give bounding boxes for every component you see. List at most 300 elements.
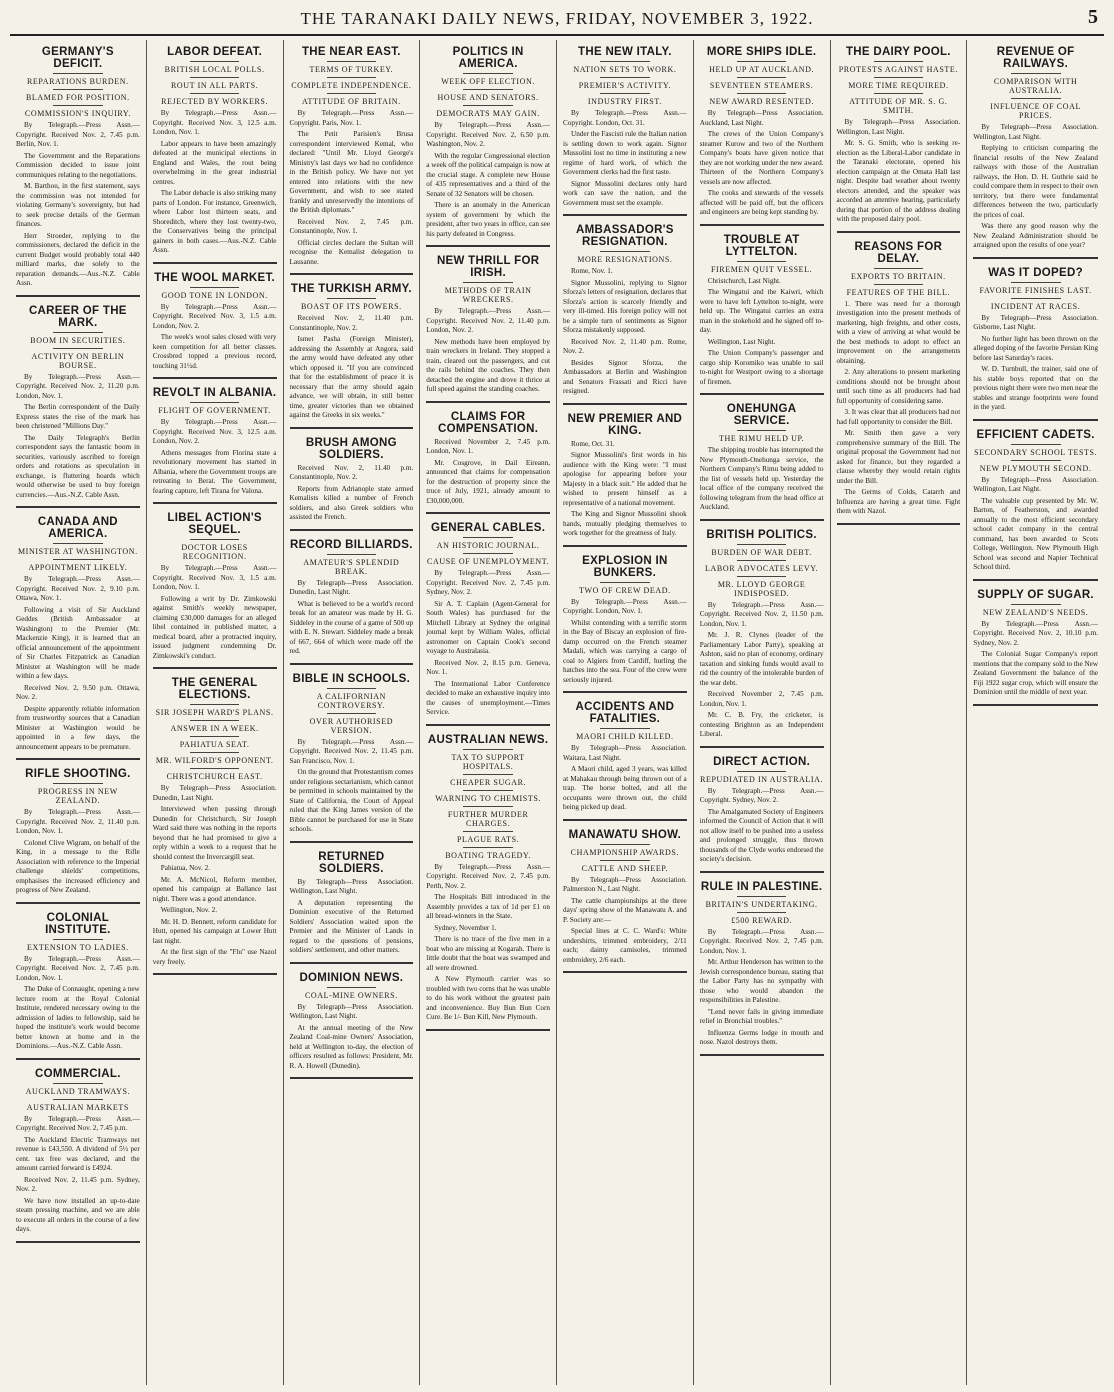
- divider: [463, 553, 513, 554]
- article-subheading: FIREMEN QUIT VESSEL.: [710, 264, 813, 274]
- article-subheading: ATTITUDE OF MR. S. G. SMITH.: [849, 97, 948, 115]
- article-paragraph: Colonel Clive Wigram, on behalf of the King, in a message to the Rifle Association with reference to the Imperial challenge shields' competitions, emphasises the increased efficiency and progress of New Zealand.: [16, 838, 140, 894]
- article-paragraph: The Germs of Colds, Catarrh and Influenza are having a great time. Fight them with Nazol.: [836, 488, 961, 515]
- article: [153, 512, 277, 669]
- article-body: [426, 569, 550, 718]
- article: [16, 516, 140, 760]
- article-subheading: FLIGHT OF GOVERNMENT.: [158, 406, 271, 415]
- divider: [737, 430, 787, 431]
- divider: [1011, 444, 1061, 445]
- divider: [1011, 73, 1061, 74]
- divider: [1011, 282, 1061, 283]
- article-subheading: HELD UP AT AUCKLAND.: [709, 65, 815, 74]
- divider: [53, 783, 103, 784]
- article: [153, 387, 277, 504]
- article: [16, 768, 140, 904]
- article-paragraph: Received Nov. 2, 11.40 p.m. Constantinople, Nov. 2.: [289, 314, 414, 332]
- masthead: [10, 4, 1104, 36]
- article: [16, 1068, 140, 1243]
- article-subheading: SECONDARY SCHOOL TESTS.: [974, 447, 1098, 457]
- article-paragraph: By Telegraph—Press Association. Dunedin, Last Night.: [152, 784, 277, 802]
- article-subheading: CHRISTCHURCH EAST.: [166, 772, 263, 781]
- article-body: [290, 109, 414, 267]
- article-paragraph: By Telegraph.—Press Assn.—Copyright. Received Nov. 3, 1.5 a.m. London, Nov. 2.: [152, 302, 277, 330]
- article-paragraph: Rome, Nov. 1.: [571, 267, 613, 275]
- divider: [190, 539, 240, 540]
- article-subheading: BRITISH LOCAL POLLS.: [164, 65, 265, 74]
- article-subheading: ACTIVITY ON BERLIN BOURSE.: [31, 351, 125, 370]
- article-separator: [16, 1241, 140, 1243]
- divider: [327, 688, 377, 689]
- article-paragraph: By Telegraph—Press Association. Gisborne, Last Night.: [973, 313, 1098, 331]
- article-separator: [290, 529, 414, 531]
- article-headline: REVOLT IN ALBANIA.: [152, 387, 277, 399]
- divider: [53, 559, 103, 560]
- article-paragraph: Pahiatua, Nov. 2.: [160, 864, 210, 872]
- article-subheading: REPARATIONS BURDEN.: [26, 77, 129, 86]
- article-separator: [700, 519, 824, 521]
- article-subheading: TWO OF CREW DEAD.: [578, 585, 671, 595]
- article-paragraph: Received November 2, 7.45 p.m. London, Nov. 1.: [426, 437, 550, 455]
- article-separator: [16, 758, 140, 760]
- article-body: [153, 418, 277, 496]
- divider: [190, 704, 240, 705]
- divider: [600, 582, 650, 583]
- article-paragraph: By Telegraph—Press Association. Wellington, Last Night.: [836, 118, 961, 136]
- article-headline: ACCIDENTS AND FATALITIES.: [575, 701, 675, 725]
- article-paragraph: By Telegraph—Press Association. Wellington, Last Night.: [973, 123, 1098, 141]
- article-subheading: COAL-MINE OWNERS.: [304, 990, 398, 1000]
- article-paragraph: The Daily Telegraph's Berlin correspondent says the fantastic boom in securities, variously ascribed to foreign orders and rotations as speculation in exchange, is fluttering hoards which would otherwise be used to buy foreign currencies.—Aus.-N.Z. Cable Assn.: [16, 433, 140, 499]
- divider: [600, 61, 650, 62]
- article-paragraph: By Telegraph.—Press Assn.—Copyright. Received Nov. 2, 7.45 p.m.: [16, 1114, 140, 1132]
- article-headline: THE NEAR EAST.: [301, 46, 401, 58]
- column-1: [10, 40, 147, 1385]
- divider: [53, 73, 103, 74]
- article-paragraph: Besides Signor Sforza, the Ambassadors at Berlin and Washington and Senators Frassati and Ricci have resigned.: [563, 358, 687, 395]
- article-subheading: EXTENSION TO LADIES.: [27, 942, 129, 952]
- article-paragraph: The Berlin correspondent of the Daily Express states the rise of the mark has been christened "Millions Day.": [16, 403, 140, 430]
- article: [563, 46, 687, 216]
- article-paragraph: The Petit Parisien's Brusa correspondent interviewed Kemal, who declared: "Until Mr. Lloyd George's Ministry's last days we had no confidence in the British policy. We have not yet entered into relations with the new Government, and wish to see stated frankly and unreservedly the intentions of the British diplomats.": [289, 130, 414, 214]
- article-separator: [153, 262, 277, 264]
- divider: [737, 576, 787, 577]
- article-paragraph: Reports from Adrianople state armed Kemalists killed a number of French soldiers, and also Greek soldiers who assisted the French.: [289, 484, 414, 521]
- article: [290, 851, 414, 964]
- article-subheading: MORE RESIGNATIONS.: [577, 255, 673, 264]
- article-separator: [973, 579, 1098, 581]
- article-separator: [426, 1029, 550, 1031]
- article-headline: POLITICS IN AMERICA.: [452, 46, 524, 70]
- article-body: [16, 955, 140, 1052]
- article-paragraph: Athens messages from Florina state a revolutionary movement has started in Albania, where the Government troops are retreating to Berat. The Government, fearing capture, left Tirana for Valona.: [152, 448, 277, 495]
- article-separator: [426, 401, 550, 403]
- article-headline: THE TURKISH ARMY.: [290, 283, 412, 295]
- article-paragraph: A New Plymouth carrier was so troubled with two corns that he was unable to do his work without the greatest pain and inconvenience. Buy Bun Bun Corn Cure. Be 1/- Bun Kill, New Plymouth.: [426, 975, 550, 1021]
- article-paragraph: Signor Mussolini's first words in his audience with the King were: "I must apologise for appearing before your Majesty in a black suit." He added that he wished to present himself as a representative of a national movement.: [563, 451, 687, 507]
- article: [16, 305, 140, 509]
- divider: [190, 736, 240, 737]
- article-paragraph: The cattle championships at the three days' spring show of the Manawatu A. and P. Society are:—: [563, 896, 687, 924]
- divider: [190, 720, 240, 721]
- article-paragraph: W. D. Turnbull, the trainer, said one of his stable boys reported that on the previous night there were two men near the stables and strange footprints were found in the yard.: [973, 365, 1098, 411]
- article-body: [700, 277, 824, 388]
- article-body: [700, 928, 824, 1048]
- article-body: [426, 307, 550, 395]
- article-paragraph: By Telegraph.—Press Assn.—Copyright. Received Nov. 3, 12.5 a.m. London, Nov. 1.: [152, 109, 277, 136]
- divider: [737, 77, 787, 78]
- article-paragraph: By Telegraph.—Press Assn.—Copyright. Received Nov. 2, 7.45 p.m. Perth, Nov. 2.: [426, 862, 550, 890]
- article-paragraph: Received November 2, 7.45 p.m. London, Nov. 1.: [699, 690, 824, 708]
- article-separator: [290, 427, 414, 429]
- article-separator: [290, 962, 414, 964]
- article-headline: DIRECT ACTION.: [713, 755, 811, 768]
- article-subheading: ATTITUDE OF BRITAIN.: [302, 97, 401, 106]
- article-headline: THE GENERAL ELECTIONS.: [171, 677, 258, 701]
- article-separator: [426, 512, 550, 514]
- divider: [600, 93, 650, 94]
- article-headline: RIFLE SHOOTING.: [25, 768, 131, 780]
- article-subheading: BOATING TRAGEDY.: [445, 850, 531, 860]
- article-paragraph: On the ground that Protestantism comes under religious sectarianism, which cannot be permitted in schools maintained by the State of California, the Court of Appeal ruled that the King James version of the Bible cannot be purchased for use in State schools.: [289, 768, 414, 833]
- article-body: [16, 121, 140, 289]
- article-subheading: HOUSE AND SENATORS.: [437, 93, 539, 102]
- article-body: [563, 267, 687, 397]
- article-body: [563, 744, 687, 813]
- article-body: [973, 620, 1098, 698]
- article-paragraph: By Telegraph—Press Association. Wellington, Last Night.: [289, 1002, 414, 1020]
- article-paragraph: By Telegraph.—Press Assn.—Copyright. Received Nov. 2, 7.45 p.m. London, Nov. 1.: [699, 927, 824, 955]
- article-headline: CANADA AND AMERICA.: [37, 516, 118, 540]
- divider: [737, 544, 787, 545]
- article-body: [700, 446, 824, 513]
- article-separator: [563, 819, 687, 821]
- divider: [190, 287, 240, 288]
- divider: [53, 1099, 103, 1100]
- article: [563, 224, 687, 405]
- article-headline: AMBASSADOR'S RESIGNATION.: [576, 224, 674, 248]
- article: [290, 539, 414, 665]
- article-paragraph: Mr. A. McNicol, Reform member, opened his campaign at Ballance last night. There was a good attendance.: [152, 875, 277, 903]
- article-subheading: SEVENTEEN STEAMERS.: [709, 81, 814, 90]
- article-subheading: £500 REWARD.: [731, 915, 793, 925]
- article-body: [973, 476, 1098, 573]
- article-subheading: CHAMPIONSHIP AWARDS.: [570, 847, 680, 857]
- article-headline: REVENUE OF RAILWAYS.: [996, 46, 1075, 70]
- article: [290, 673, 414, 843]
- article-headline: GENERAL CABLES.: [431, 522, 546, 534]
- article: [973, 589, 1098, 706]
- article-paragraph: The Auckland Electric Tramways net revenue is £43,550. A dividend of 5½ per cent. tax free was declared, and the amount carried forward is £4924.: [16, 1135, 140, 1172]
- article-separator: [290, 273, 414, 275]
- article-separator: [290, 663, 414, 665]
- article-subheading: BLAMED FOR POSITION.: [25, 93, 130, 102]
- article-headline: BRITISH POLITICS.: [706, 528, 817, 541]
- divider: [1011, 98, 1061, 99]
- article-separator: [973, 704, 1098, 706]
- article-paragraph: The Wingatui and the Kaiwri, which were to have left Lyttelton to-night, were held up. The Wingatui carries an extra man in the stokehold and he signed off to-day.: [699, 288, 824, 334]
- article-paragraph: By Telegraph.—Press Assn.—Copyright. Received Nov. 2, 7.45 p.m. London, Nov. 1.: [16, 954, 140, 982]
- article-headline: NEW PREMIER AND KING.: [567, 412, 683, 437]
- article-subheading: REJECTED BY WORKERS.: [161, 97, 269, 106]
- article-subheading: PREMIER'S ACTIVITY.: [578, 81, 671, 90]
- article-paragraph: Received Nov. 2, 11.40 p.m. Rome, Nov. 2.: [563, 337, 687, 355]
- article-subheading: AUCKLAND TRAMWAYS.: [25, 1086, 131, 1096]
- article: [563, 413, 687, 547]
- article-paragraph: By Telegraph.—Press Assn.—Copyright. Received Nov. 2, 10.10 p.m. Sydney, Nov. 2.: [973, 619, 1098, 647]
- article-headline: COLONIAL INSTITUTE.: [45, 911, 111, 936]
- article-headline: BRUSH AMONG SOLDIERS.: [305, 436, 397, 461]
- divider: [327, 987, 377, 988]
- divider: [737, 912, 787, 913]
- article-headline: EFFICIENT CADETS.: [976, 428, 1095, 441]
- article-paragraph: By Telegraph—Press Association. Waitara, Last Night.: [563, 744, 687, 762]
- article-paragraph: Official circles declare the Sultan will recognise the Kemalist delegation to Lausanne.: [289, 238, 414, 266]
- article: [426, 255, 550, 403]
- divider: [600, 860, 650, 861]
- article: [16, 46, 140, 297]
- article-paragraph: A Maori child, aged 3 years, was killed at Mahakau through being thrown out of a trap. The horse bolted, and all the occupants were thrown out, the child being picked up dead.: [563, 765, 687, 811]
- article-separator: [700, 224, 824, 226]
- article-paragraph: By Telegraph—Press Association. Auckland, Last Night.: [699, 109, 824, 127]
- article-subheading: BRITAIN'S UNDERTAKING.: [705, 899, 818, 909]
- article-headline: NEW THRILL FOR IRISH.: [436, 255, 540, 279]
- article-subheading: TERMS OF TURKEY.: [309, 65, 394, 74]
- article-subheading: ANSWER IN A WEEK.: [170, 724, 259, 733]
- article-body: [290, 464, 414, 523]
- article: [563, 555, 687, 694]
- divider: [463, 847, 513, 848]
- article-separator: [700, 393, 824, 395]
- article-paragraph: Received Nov. 2, 7.45 p.m. Constantinople, Nov. 1.: [289, 217, 414, 235]
- article-paragraph: We have now installed an up-to-date steam pressing machine, and we are able to execute all orders in the course of a few days.: [16, 1196, 140, 1233]
- article-separator: [563, 691, 687, 693]
- article-body: [973, 314, 1098, 413]
- article-headline: MANAWATU SHOW.: [568, 828, 682, 841]
- divider: [737, 261, 787, 262]
- divider: [327, 554, 377, 555]
- divider: [737, 61, 787, 62]
- article-headline: LABOR DEFEAT.: [167, 46, 263, 58]
- article-subheading: NEW ZEALAND'S NEEDS.: [982, 607, 1089, 617]
- divider: [600, 844, 650, 845]
- article-separator: [700, 746, 824, 748]
- article-paragraph: Wellington, Nov. 2.: [160, 906, 217, 914]
- article-paragraph: Was there any good reason why the New Zealand Administration should be arraigned upon the results of one year?: [973, 222, 1098, 249]
- article-body: [563, 440, 687, 539]
- article-subheading: CAUSE OF UNEMPLOYMENT.: [427, 557, 550, 566]
- article-paragraph: Interviewed when passing through Dunedin for Christchurch, Sir Joseph Ward said there was nothing in the reports beyond that he had promised to give a reply within a week to a request that he should contest the Invercargill seat.: [152, 805, 277, 861]
- article-paragraph: M. Barthou, in the first statement, says the commission was not intended for violating Germany's sovereignty, but had to seek precise details of the German finances.: [16, 182, 140, 228]
- article-subheading: BOOM IN SECURITIES.: [30, 335, 126, 345]
- article-separator: [290, 1077, 414, 1079]
- article-paragraph: The Colonial Sugar Company's report mentions that the company sold to the New Zealand Government the balance of the Fiji 1922 sugar crop, which will ensure the Dominion until the middle of next year.: [973, 650, 1099, 696]
- article-subheading: BOAST OF ITS POWERS.: [300, 302, 402, 311]
- article-headline: WAS IT DOPED?: [988, 266, 1083, 279]
- article-paragraph: By Telegraph.—Press Assn.—Copyright. London, Nov. 1.: [563, 597, 687, 615]
- article-subheading: LABOR ADVOCATES LEVY.: [705, 563, 819, 573]
- article: [700, 403, 824, 521]
- article-paragraph: By Telegraph.—Press Assn.—Copyright. Received Nov. 2, 11.50 p.m. London, Nov. 1.: [699, 600, 824, 628]
- article-body: [290, 878, 414, 956]
- article: [700, 46, 824, 226]
- article-separator: [700, 871, 824, 873]
- newspaper-columns: [10, 40, 1104, 1385]
- divider: [874, 61, 924, 62]
- article-subheading: AMATEUR'S SPLENDID BREAK.: [303, 557, 400, 576]
- column-8: [967, 40, 1104, 1385]
- divider: [53, 939, 103, 940]
- article-headline: TROUBLE AT LYTTELTON.: [723, 233, 800, 258]
- article-paragraph: Special lines at C. C. Ward's: White undershirts, trimmed embroidery, 2/11 each; dainty camisoles, trimmed embroidery, 2/6 each.: [563, 927, 687, 964]
- article: [563, 829, 687, 974]
- article-subheading: EXPORTS TO BRITAIN.: [851, 271, 946, 281]
- divider: [874, 268, 924, 269]
- article-paragraph: By Telegraph—Press Association. Wellington, Last Night.: [973, 475, 1098, 493]
- article-paragraph: Received Nov. 2, 11.45 p.m. Sydney, Nov. 2.: [16, 1175, 140, 1193]
- article-body: [290, 314, 414, 421]
- article: [837, 46, 961, 233]
- article-headline: RETURNED SOLDIERS.: [318, 850, 385, 875]
- article-headline: LIBEL ACTION'S SEQUEL.: [167, 512, 262, 536]
- article: [700, 881, 824, 1056]
- divider: [600, 251, 650, 252]
- article-subheading: NEW PLYMOUTH SECOND.: [979, 463, 1092, 473]
- article-paragraph: With the regular Congressional election a week off the political campaign is now at the crucial stage. A complete new House of 435 representatives and a third of the Senate of 32 Senators will be chosen.: [426, 151, 550, 198]
- article-separator: [563, 403, 687, 405]
- article-body: [16, 1115, 140, 1235]
- article-subheading: ROUT IN ALL PARTS.: [170, 81, 259, 90]
- divider: [737, 771, 787, 772]
- article-subheading: DOCTOR LOSES RECOGNITION.: [181, 543, 248, 561]
- article-paragraph: There is an anomaly in the American system of government by which the president, after two years in office, can see his party defeated in Congress.: [426, 201, 550, 238]
- article-headline: CLAIMS FOR COMPENSATION.: [438, 410, 539, 435]
- article-headline: AUSTRALIAN NEWS.: [427, 733, 549, 746]
- article-subheading: PAHIATUA SEAT.: [179, 740, 250, 749]
- article-paragraph: The Duke of Connaught, opening a new lecture room at the Royal Colonial Institute, rendered necessary owing to the admission of ladies to fellowship, said he hoped the institute's work would become better known at home and in the Dominions.—Aus.-N.Z. Cable Assn.: [16, 985, 140, 1050]
- column-6: [694, 40, 831, 1385]
- article-paragraph: The Hospitals Bill introduced in the Assembly provides a tax of 1d per £1 on all bread-winners in the State.: [426, 893, 550, 920]
- article-paragraph: The cooks and stewards of the vessels affected will be paid off, but the officers and engineers are being kept standing by.: [699, 189, 824, 216]
- divider: [463, 806, 513, 807]
- divider: [190, 768, 240, 769]
- article-subheading: INFLUENCE OF COAL PRICES.: [990, 102, 1081, 120]
- article-paragraph: By Telegraph.—Press Assn.—Copyright. Received Nov. 2, 9.10 p.m. Ottawa, Nov. 1.: [16, 575, 140, 602]
- article-body: [16, 575, 140, 752]
- article-subheading: APPOINTMENT LIKELY.: [28, 563, 128, 572]
- article-paragraph: By Telegraph.—Press Assn.—Copyright. Received Nov. 2, 7.45 p.m. Berlin, Nov. 1.: [16, 121, 140, 148]
- article-body: [563, 876, 687, 966]
- divider: [463, 73, 513, 74]
- article-paragraph: The King and Signor Mussolini shook hands, mutually pledging themselves to work together for the greatness of Italy.: [563, 510, 687, 537]
- column-7: [831, 40, 968, 1385]
- article-body: [700, 601, 824, 740]
- article-paragraph: By Telegraph.—Press Assn.—Copyright. Received Nov. 3, 12.5 a.m. London, Nov. 2.: [152, 418, 277, 445]
- article-paragraph: Mr. Arthur Henderson has written to the Jewish correspondence bureau, stating that the Labor Party has no sympathy with those who would abandon the responsibilities in Palestine.: [699, 958, 824, 1004]
- article-subheading: METHODS OF TRAIN WRECKERS.: [444, 286, 532, 304]
- divider: [190, 77, 240, 78]
- article-body: [700, 787, 824, 865]
- article: [290, 972, 414, 1080]
- article-paragraph: No further light has been thrown on the alleged doping of the favorite Persian King before last Saturday's races.: [973, 334, 1098, 362]
- article-paragraph: Signor Mussolini, replying to Signor Sforza's letters of resignation, declares that Sforza's action is scarcely friendly and very ill-timed. His foreign policy will not be a simple turn of sentiments as Signor Sforza mistakenly supposed.: [563, 278, 687, 334]
- article-paragraph: By Telegraph.—Press Assn.—Copyright. London, Oct. 31.: [563, 109, 687, 127]
- article-separator: [700, 1054, 824, 1056]
- article: [973, 429, 1098, 581]
- article-headline: THE NEW ITALY.: [578, 46, 672, 58]
- column-3: [284, 40, 421, 1385]
- article-paragraph: By Telegraph.—Press Assn.—Copyright. Received Nov. 2, 11.40 p.m. London, Nov. 2.: [426, 307, 550, 334]
- article-subheading: AUSTRALIAN MARKETS: [26, 1102, 129, 1112]
- article-body: [426, 863, 550, 1023]
- divider: [737, 896, 787, 897]
- divider: [53, 543, 103, 544]
- divider: [463, 537, 513, 538]
- article: [563, 701, 687, 821]
- article-paragraph: Replying to criticism comparing the financial results of the New Zealand railways with those of the Australian railways, the Hon. D. H. Guthrie said he could compare them in respect to their own territory, but there were fundamental differences between the two, particularly the prices of coal.: [973, 144, 1098, 219]
- article-headline: RECORD BILLIARDS.: [290, 538, 413, 551]
- divider: [463, 105, 513, 106]
- divider: [53, 332, 103, 333]
- column-4: [420, 40, 557, 1385]
- article-subheading: MAORI CHILD KILLED.: [576, 732, 674, 741]
- column-2: [147, 40, 284, 1385]
- article-paragraph: By Telegraph—Press Association. Palmerston N., Last Night.: [563, 875, 687, 893]
- article-body: [973, 123, 1098, 251]
- article-subheading: COMPARISON WITH AUSTRALIA.: [993, 77, 1078, 95]
- article-paragraph: The Amalgamated Society of Engineers informed the Council of Action that it will not allow itself to be pushed into a useless and prolonged struggle, thus thrown thousands of the Clyde works endorsed the society's decision.: [699, 807, 824, 863]
- article: [700, 234, 824, 396]
- divider: [327, 713, 377, 714]
- article-body: [426, 438, 550, 507]
- article-paragraph: 2. Any alterations to present marketing conditions should not be brought about until such time as all producers had had full opportunity of considering same.: [836, 368, 961, 405]
- article-paragraph: Sir A. T. Caplain (Agent-General for South Wales) has purchased for the Mitchell Library at Sydney the original journal kept by William Wales, official astronomer on Captain Cook's second voyage to Australasia.: [426, 599, 550, 655]
- article: [426, 522, 550, 726]
- divider: [53, 105, 103, 106]
- article-paragraph: Mr. J. R. Clynes (leader of the Parliamentary Labor Party), speaking at Ashton, said no plan of economy, ordinary taxation and sinking funds would avail to rid the country of the intolerable burden of the war debt.: [699, 631, 824, 687]
- divider: [327, 93, 377, 94]
- article-subheading: A CALIFORNIAN CONTROVERSY.: [316, 691, 387, 710]
- divider: [190, 61, 240, 62]
- article-body: [563, 109, 687, 208]
- article-paragraph: By Telegraph.—Press Assn.—Copyright. Received Nov. 3, 1.5 a.m. London, Nov. 1.: [152, 564, 277, 591]
- divider: [874, 93, 924, 94]
- article-headline: ONEHUNGA SERVICE.: [726, 403, 797, 427]
- divider: [190, 402, 240, 403]
- divider: [463, 749, 513, 750]
- article-paragraph: "Lend never fails in giving immediate relief in Bronchial troubles.": [699, 1007, 824, 1025]
- article-headline: BIBLE IN SCHOOLS.: [292, 672, 411, 685]
- divider: [463, 790, 513, 791]
- article-separator: [16, 902, 140, 904]
- article-separator: [563, 545, 687, 547]
- article-paragraph: The valuable cup presented by Mr. W. Barton, of Featherston, and awarded annually to the most efficient secondary school cadet company in the central command, has been awarded to Scots College, Wellington. New Plymouth High School was second and Napier Technical School third.: [973, 496, 1098, 571]
- article-subheading: INCIDENT AT RACES.: [990, 301, 1081, 311]
- article-headline: MORE SHIPS IDLE.: [706, 46, 817, 58]
- article: [153, 677, 277, 975]
- divider: [190, 93, 240, 94]
- article-paragraph: Received Nov. 2, 11.40 p.m. Constantinople, Nov. 2.: [289, 463, 414, 481]
- article-paragraph: Christchurch, Last Night.: [707, 276, 781, 285]
- article-paragraph: New methods have been employed by train wreckers in Ireland. They stopped a train, cleared out the passengers, and cut the rails behind the coaches. They then detached the engine and drove it thrice at full speed against the standing coaches.: [426, 337, 550, 393]
- article-paragraph: The Union Company's passenger and cargo ship Koromiko was unable to sail to-night for Westport owing to a shortage of firemen.: [699, 349, 824, 386]
- divider: [463, 89, 513, 90]
- article-subheading: WEEK OFF ELECTION.: [441, 77, 535, 86]
- article-headline: COMMERCIAL.: [35, 1067, 121, 1080]
- article-paragraph: Whilst contending with a terrific storm in the Bay of Biscay an explosion of fire-damp occurred on the French steamer Madali, which was carrying a cargo of coal to Algiers from Cardiff, hurling the hatches into the sea. Four of the crew were seriously injured.: [563, 618, 687, 684]
- article-separator: [16, 295, 140, 297]
- article-subheading: OVER AUTHORISED VERSION.: [309, 716, 394, 735]
